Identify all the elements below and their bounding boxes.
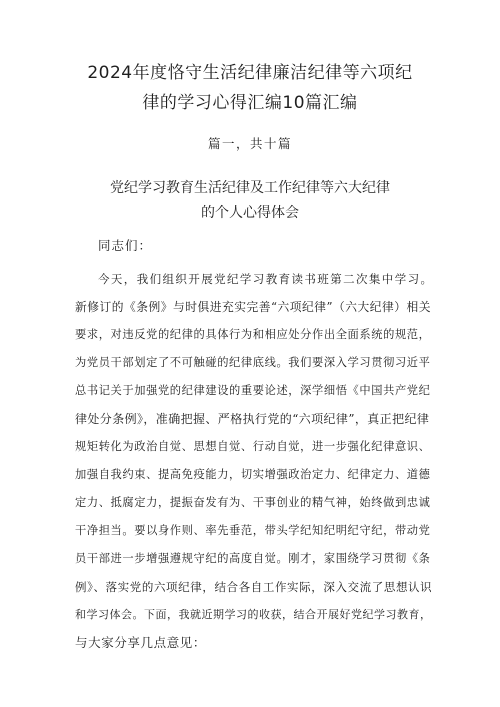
body-line: 新修订的《条例》与时俱进充实完善“六项纪律”（六大纪律）相关 [75, 300, 432, 314]
body-line: 员干部进一步增强遵规守纪的高度自觉。刚才，家围绕学习贯彻《条 [75, 552, 431, 565]
body-line: 规矩转化为政治自觉、思想自觉、行动自觉，进一步强化纪律意识、 [75, 440, 431, 453]
body-line: 律处分条例》，准确把握、严格执行党的“六项纪律”，真正把纪律 [75, 412, 430, 426]
body-line: 和学习体会。下面，我就近期学习的收获，结合开展好党纪学习教育， [75, 608, 432, 621]
body-line: 要求，对违反党的纪律的具体行为和相应处分作出全面系统的规范， [75, 328, 431, 341]
body-line: 定力、抵腐定力，提振奋发有为、干事创业的精气神，始终做到忠诚 [75, 496, 431, 509]
article-title-line-1: 党纪学习教育生活纪律及工作纪律等六大纪律 [110, 180, 390, 196]
body-line: 总书记关于加强党的纪律建设的重要论述，深学细悟《中国共产党纪 [75, 384, 431, 397]
body-line: 干净担当。要以身作则、率先垂范，带头学纪知纪明纪守纪，带动党 [75, 524, 431, 537]
body-line: 例》、落实党的六项纪律，结合各自工作实际，深入交流了思想认识 [75, 580, 433, 594]
body-line: 今天，我们组织开展党纪学习教育读书班第二次集中学习。 [98, 272, 434, 286]
document-title [60, 58, 440, 118]
body-line: 加强自我约束、提高免疫能力，切实增强政治定力、纪律定力、道德 [75, 468, 431, 481]
body-line: 与大家分享几点意见： [75, 635, 207, 650]
document-title-line-1: 2024年度恪守生活纪律廉洁纪律等六项纪 [87, 63, 413, 83]
greeting: 同志们： [98, 238, 153, 253]
article-title-line-2: 的个人心得体会 [201, 205, 299, 221]
body-line: 为党员干部划定了不可触碰的纪律底线。我们要深入学习贯彻习近平 [75, 356, 431, 369]
document-title-line-2: 律的学习心得汇编10篇汇编 [142, 93, 358, 113]
article-title [60, 176, 440, 226]
chapter-label: 篇一，共十篇 [207, 136, 292, 151]
